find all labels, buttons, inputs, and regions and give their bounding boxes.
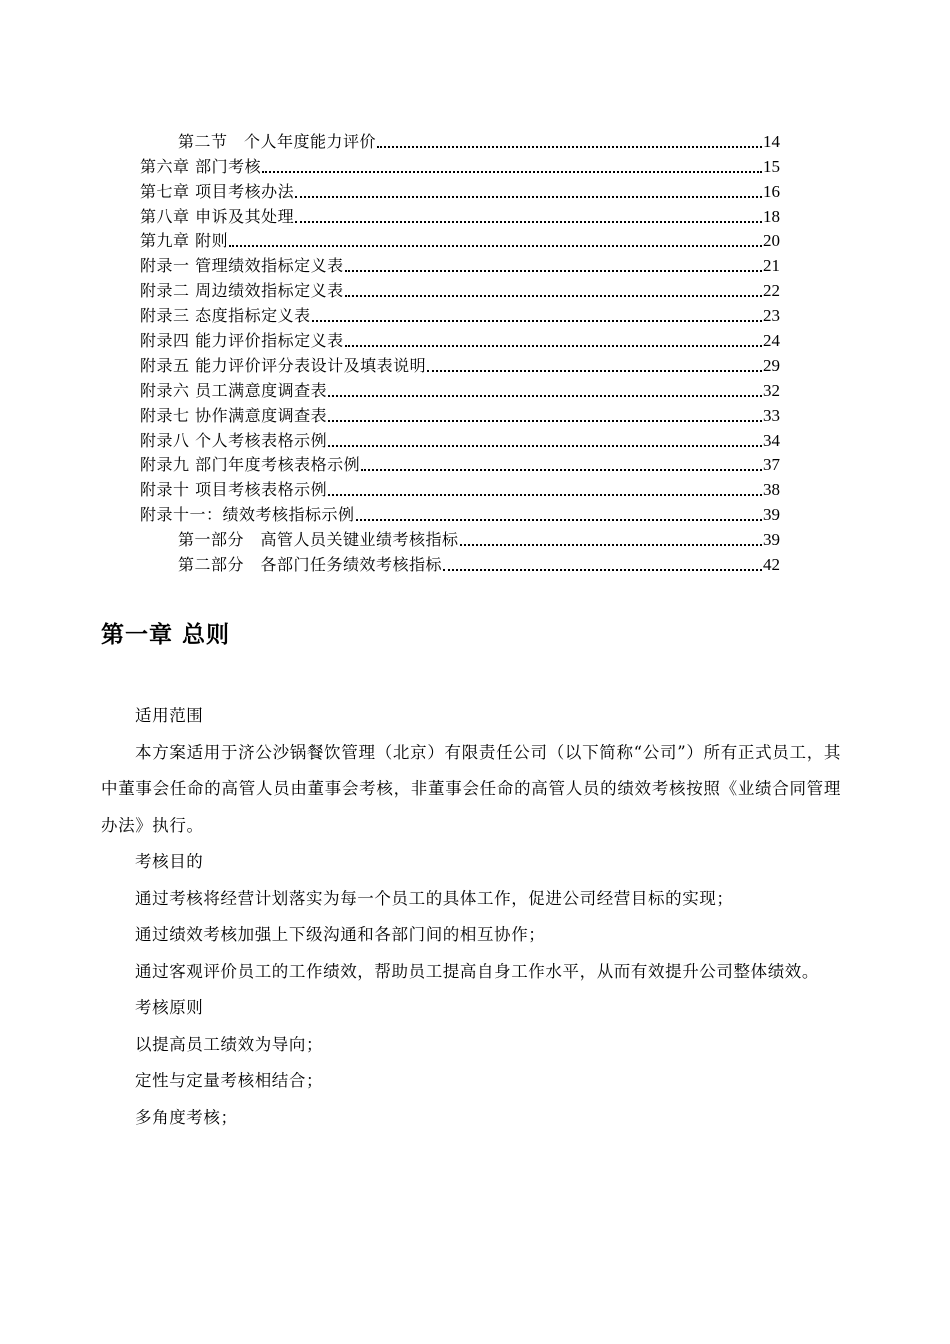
toc-label: 附录三 态度指标定义表 — [140, 306, 311, 326]
chapter-body — [101, 698, 841, 1136]
toc-entry[interactable] — [140, 202, 780, 227]
paragraph: 考核原则 — [135, 998, 204, 1017]
toc-leader-dots — [361, 469, 762, 471]
table-of-contents — [140, 127, 780, 575]
toc-label: 第九章 附则 — [140, 231, 229, 251]
toc-page-number: 33 — [763, 405, 780, 425]
toc-page-number: 38 — [763, 480, 780, 500]
toc-entry[interactable] — [140, 500, 780, 525]
toc-page-number: 21 — [763, 256, 780, 276]
toc-page-number: 34 — [763, 430, 780, 450]
toc-page-number: 32 — [763, 380, 780, 400]
toc-leader-dots — [345, 345, 762, 347]
toc-label: 附录十 项目考核表格示例 — [140, 480, 328, 500]
paragraph: 通过考核将经营计划落实为每一个员工的具体工作，促进公司经营目标的实现； — [135, 888, 734, 908]
toc-page-number: 18 — [763, 206, 780, 226]
toc-leader-dots — [295, 221, 762, 223]
toc-page-number: 29 — [763, 355, 780, 375]
toc-leader-dots — [356, 519, 762, 521]
paragraph: 考核目的 — [135, 852, 204, 871]
paragraph: 本方案适用于济公沙锅餐饮管理（北京）有限责任公司（以下简称“公司”）所有正式员工，其中董事会任命的高管人员由董事会考核，非董事会任命的高管人员的绩效考核按照《业绩合同管理办法》执行。 — [101, 742, 841, 835]
toc-entry[interactable] — [140, 351, 780, 376]
toc-entry[interactable] — [140, 550, 780, 575]
toc-entry[interactable] — [140, 301, 780, 326]
toc-page-number: 14 — [763, 131, 780, 151]
toc-label: 第七章 项目考核办法 — [140, 181, 295, 201]
toc-leader-dots — [328, 445, 762, 447]
toc-leader-dots — [443, 569, 762, 571]
toc-leader-dots — [345, 295, 762, 297]
toc-leader-dots — [312, 320, 762, 322]
toc-leader-dots — [328, 420, 762, 422]
toc-leader-dots — [345, 270, 762, 272]
toc-page-number: 22 — [763, 281, 780, 301]
toc-leader-dots — [427, 370, 762, 372]
toc-label: 第六章 部门考核 — [140, 156, 262, 176]
toc-label: 附录四 能力评价指标定义表 — [140, 331, 344, 351]
paragraph: 通过客观评价员工的工作绩效，帮助员工提高自身工作水平，从而有效提升公司整体绩效。 — [135, 961, 819, 981]
toc-label: 第二部分 各部门任务绩效考核指标 — [178, 555, 443, 575]
toc-label: 第一部分 高管人员关键业绩考核指标 — [178, 530, 459, 550]
toc-leader-dots — [295, 196, 762, 198]
toc-label: 附录八 个人考核表格示例 — [140, 430, 328, 450]
toc-entry[interactable] — [140, 276, 780, 301]
paragraph: 适用范围 — [135, 706, 204, 725]
paragraph: 通过绩效考核加强上下级沟通和各部门间的相互协作； — [135, 925, 546, 944]
toc-entry[interactable] — [140, 127, 780, 152]
toc-entry[interactable] — [140, 227, 780, 252]
toc-leader-dots — [262, 171, 762, 173]
toc-entry[interactable] — [140, 251, 780, 276]
toc-leader-dots — [229, 245, 762, 247]
paragraph: 定性与定量考核相结合； — [135, 1071, 324, 1090]
toc-label: 附录六 员工满意度调查表 — [140, 380, 328, 400]
toc-label: 附录一 管理绩效指标定义表 — [140, 256, 344, 276]
toc-entry[interactable] — [140, 376, 780, 401]
toc-entry[interactable] — [140, 426, 780, 451]
toc-entry[interactable] — [140, 152, 780, 177]
toc-page-number: 42 — [763, 555, 780, 575]
toc-leader-dots — [460, 544, 762, 546]
toc-entry[interactable] — [140, 525, 780, 550]
toc-entry[interactable] — [140, 475, 780, 500]
toc-page-number: 20 — [763, 231, 780, 251]
toc-page-number: 39 — [763, 505, 780, 525]
toc-label: 附录二 周边绩效指标定义表 — [140, 281, 344, 301]
toc-leader-dots — [328, 395, 762, 397]
paragraph: 多角度考核； — [135, 1107, 238, 1127]
toc-entry[interactable] — [140, 177, 780, 202]
toc-entry[interactable] — [140, 326, 780, 351]
toc-page-number: 16 — [763, 181, 780, 201]
toc-entry[interactable] — [140, 401, 780, 426]
toc-label: 第二节 个人年度能力评价 — [178, 131, 377, 151]
toc-label: 附录十一：绩效考核指标示例 — [140, 505, 355, 525]
toc-label: 第八章 申诉及其处理 — [140, 206, 295, 226]
toc-leader-dots — [377, 146, 762, 148]
paragraph: 以提高员工绩效为导向； — [135, 1034, 324, 1054]
toc-page-number: 37 — [763, 455, 780, 475]
toc-page-number: 24 — [763, 331, 780, 351]
toc-entry[interactable] — [140, 451, 780, 476]
toc-page-number: 23 — [763, 306, 780, 326]
toc-label: 附录五 能力评价评分表设计及填表说明 — [140, 355, 427, 375]
toc-label: 附录七 协作满意度调查表 — [140, 405, 328, 425]
toc-label: 附录九 部门年度考核表格示例 — [140, 455, 361, 475]
toc-leader-dots — [328, 494, 762, 496]
toc-page-number: 15 — [763, 156, 780, 176]
toc-page-number: 39 — [763, 530, 780, 550]
chapter-heading: 第一章 总则 — [101, 622, 231, 648]
